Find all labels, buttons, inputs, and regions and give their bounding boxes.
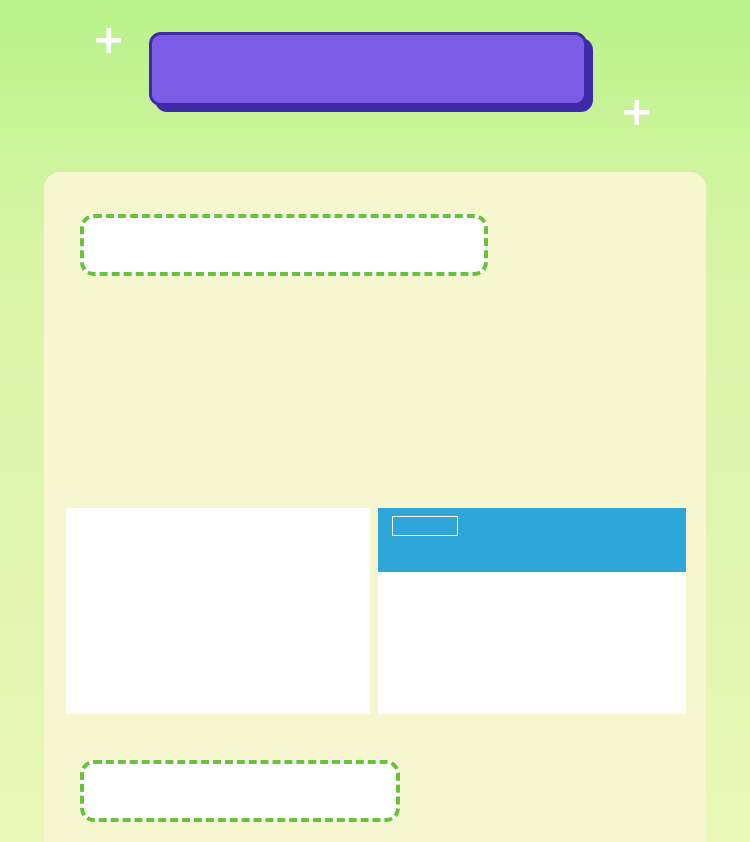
toc-image [66,508,370,714]
stage1-label [80,214,488,276]
sparkle-icon: + [92,17,126,63]
sparkle-icon: + [620,89,654,135]
book-page-image [378,508,686,714]
chapter-tag [392,516,458,536]
title-banner [149,32,587,106]
book-chapter-header [378,508,686,572]
stage2-label [80,760,400,822]
